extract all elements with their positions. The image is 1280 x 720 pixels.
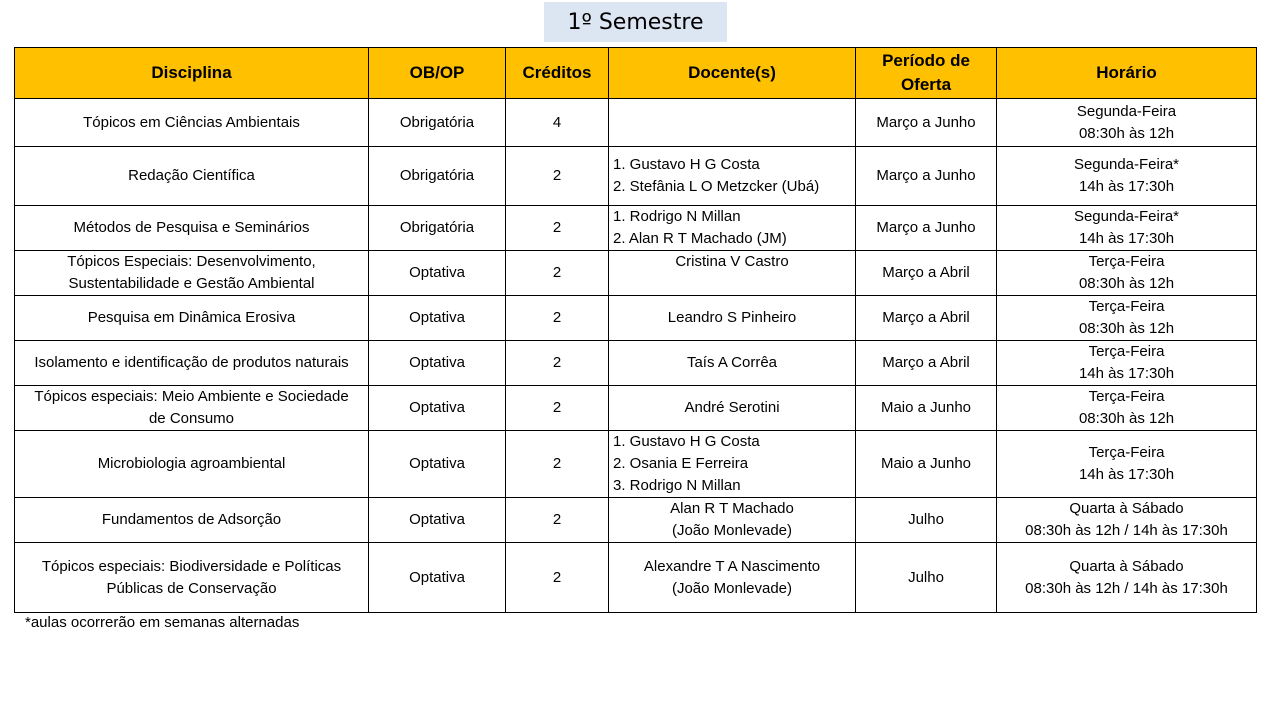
disciplina-line: Redação Científica: [128, 167, 255, 184]
docente-line: 1. Rodrigo N Millan: [613, 208, 741, 225]
cell-disciplina: [15, 431, 369, 498]
horario-line: 08:30h às 12h: [1078, 124, 1175, 142]
table-body: [15, 99, 1257, 613]
table-row: [15, 147, 1257, 206]
cell-disciplina: [15, 147, 369, 206]
table-row: [15, 99, 1257, 147]
header-horario: Horário: [997, 48, 1257, 99]
cell-obop: Optativa: [369, 251, 506, 296]
cell-disciplina: [15, 543, 369, 613]
disciplina-line: Isolamento e identificação de produtos naturais: [34, 354, 349, 371]
cell-creditos: 2: [506, 386, 609, 431]
cell-creditos: 2: [506, 147, 609, 206]
cell-docentes: [609, 251, 856, 296]
cell-disciplina: [15, 206, 369, 251]
docente-line: 2. Osania E Ferreira: [613, 455, 749, 472]
cell-horario: [997, 386, 1257, 431]
horario-line: 14h às 17:30h: [1078, 230, 1175, 247]
horario-line: 08:30h às 12h: [1078, 275, 1175, 292]
cell-horario: [997, 251, 1257, 296]
cell-horario: [997, 431, 1257, 498]
cell-disciplina: [15, 296, 369, 341]
disciplina-line: Tópicos especiais: Meio Ambiente e Sociedade: [34, 388, 349, 405]
cell-obop: Obrigatória: [369, 99, 506, 147]
docente-line: (João Monlevade): [671, 579, 793, 597]
horario-line: 14h às 17:30h: [1078, 365, 1175, 382]
cell-creditos: 2: [506, 431, 609, 498]
cell-creditos: 2: [506, 206, 609, 251]
cell-creditos: 2: [506, 543, 609, 613]
cell-horario: [997, 498, 1257, 543]
docente-line: (João Monlevade): [671, 522, 793, 539]
docente-line: 1. Gustavo H G Costa: [613, 156, 760, 173]
horario-line: 08:30h às 12h / 14h às 17:30h: [1025, 579, 1228, 597]
cell-disciplina: [15, 341, 369, 386]
horario-line: 14h às 17:30h: [1078, 466, 1175, 483]
cell-docentes: [609, 99, 856, 147]
disciplina-line: Tópicos especiais: Biodiversidade e Políticas: [41, 557, 342, 575]
header-periodo-line2: Oferta: [900, 75, 952, 94]
docente-line: Leandro S Pinheiro: [667, 309, 797, 326]
horario-line: 14h às 17:30h: [1078, 178, 1175, 195]
disciplina-line: Fundamentos de Adsorção: [101, 511, 282, 528]
table-row: [15, 296, 1257, 341]
cell-horario: [997, 341, 1257, 386]
cell-obop: Optativa: [369, 296, 506, 341]
header-row: [15, 48, 1257, 99]
page-title: 1º Semestre: [544, 2, 727, 42]
cell-docentes: [609, 498, 856, 543]
cell-periodo: Março a Abril: [856, 341, 997, 386]
header-periodo-line1: Período de: [882, 51, 970, 70]
cell-periodo: Julho: [856, 543, 997, 613]
cell-periodo: Maio a Junho: [856, 431, 997, 498]
cell-docentes: [609, 147, 856, 206]
cell-disciplina: [15, 498, 369, 543]
horario-line: 08:30h às 12h / 14h às 17:30h: [1025, 522, 1228, 539]
horario-line: Quarta à Sábado: [1069, 557, 1184, 575]
horario-line: Segunda-Feira*: [1073, 156, 1180, 173]
cell-periodo: Maio a Junho: [856, 386, 997, 431]
docente-line: Alan R T Machado: [670, 500, 794, 517]
header-creditos: Créditos: [506, 48, 609, 99]
disciplina-line: Métodos de Pesquisa e Seminários: [73, 219, 310, 236]
cell-docentes: [609, 431, 856, 498]
cell-horario: [997, 99, 1257, 147]
docente-line: Taís A Corrêa: [686, 354, 778, 371]
horario-line: Segunda-Feira*: [1073, 208, 1180, 225]
cell-periodo: Março a Junho: [856, 206, 997, 251]
table-row: [15, 206, 1257, 251]
docente-line: 1. Gustavo H G Costa: [613, 433, 760, 450]
cell-docentes: [609, 386, 856, 431]
disciplina-line: Microbiologia agroambiental: [97, 455, 286, 472]
docente-line: 3. Rodrigo N Millan: [613, 477, 741, 494]
cell-periodo: Março a Abril: [856, 251, 997, 296]
header-obop: OB/OP: [369, 48, 506, 99]
cell-obop: Optativa: [369, 386, 506, 431]
cell-obop: Obrigatória: [369, 206, 506, 251]
cell-periodo: Julho: [856, 498, 997, 543]
cell-creditos: 4: [506, 99, 609, 147]
cell-creditos: 2: [506, 341, 609, 386]
cell-obop: Optativa: [369, 498, 506, 543]
footnote: *aulas ocorrerão em semanas alternadas: [25, 614, 300, 631]
cell-creditos: 2: [506, 296, 609, 341]
header-docentes: Docente(s): [609, 48, 856, 99]
cell-creditos: 2: [506, 251, 609, 296]
cell-creditos: 2: [506, 498, 609, 543]
docente-line: Alexandre T A Nascimento: [643, 557, 821, 575]
table-row: [15, 498, 1257, 543]
disciplina-line: Sustentabilidade e Gestão Ambiental: [68, 275, 315, 292]
docente-line: Cristina V Castro: [675, 253, 789, 270]
cell-horario: [997, 543, 1257, 613]
cell-periodo: Março a Junho: [856, 147, 997, 206]
cell-periodo: Março a Abril: [856, 296, 997, 341]
docente-line: 2. Alan R T Machado (JM): [613, 230, 787, 247]
cell-disciplina: [15, 99, 369, 147]
disciplina-line: de Consumo: [148, 410, 235, 427]
cell-obop: Obrigatória: [369, 147, 506, 206]
cell-obop: Optativa: [369, 543, 506, 613]
cell-docentes: [609, 341, 856, 386]
disciplina-line: Públicas de Conservação: [106, 579, 277, 597]
cell-obop: Optativa: [369, 341, 506, 386]
table-row: [15, 386, 1257, 431]
table-row: [15, 431, 1257, 498]
cell-periodo: Março a Junho: [856, 99, 997, 147]
horario-line: Terça-Feira: [1088, 343, 1165, 360]
table-row: [15, 251, 1257, 296]
docente-line: André Serotini: [684, 399, 780, 416]
horario-line: 08:30h às 12h: [1078, 320, 1175, 337]
cell-docentes: [609, 543, 856, 613]
disciplina-line: Tópicos em Ciências Ambientais: [83, 113, 300, 131]
cell-obop: Optativa: [369, 431, 506, 498]
horario-line: Terça-Feira: [1088, 388, 1165, 405]
cell-docentes: [609, 296, 856, 341]
table-row: [15, 341, 1257, 386]
horario-line: 08:30h às 12h: [1078, 410, 1175, 427]
docente-line: 2. Stefânia L O Metzcker (Ubá): [613, 178, 820, 195]
cell-disciplina: [15, 251, 369, 296]
cell-horario: [997, 296, 1257, 341]
horario-line: Segunda-Feira: [1076, 102, 1177, 120]
horario-line: Terça-Feira: [1088, 298, 1165, 315]
disciplina-line: Pesquisa em Dinâmica Erosiva: [87, 309, 296, 326]
header-disciplina: Disciplina: [15, 48, 369, 99]
horario-line: Terça-Feira: [1088, 444, 1165, 461]
schedule-table: [14, 47, 1257, 613]
disciplina-line: Tópicos Especiais: Desenvolvimento,: [67, 253, 316, 270]
cell-horario: [997, 147, 1257, 206]
header-periodo: [856, 48, 997, 99]
horario-line: Quarta à Sábado: [1069, 500, 1184, 517]
table-row: [15, 543, 1257, 613]
cell-horario: [997, 206, 1257, 251]
cell-docentes: [609, 206, 856, 251]
cell-disciplina: [15, 386, 369, 431]
horario-line: Terça-Feira: [1088, 253, 1165, 270]
